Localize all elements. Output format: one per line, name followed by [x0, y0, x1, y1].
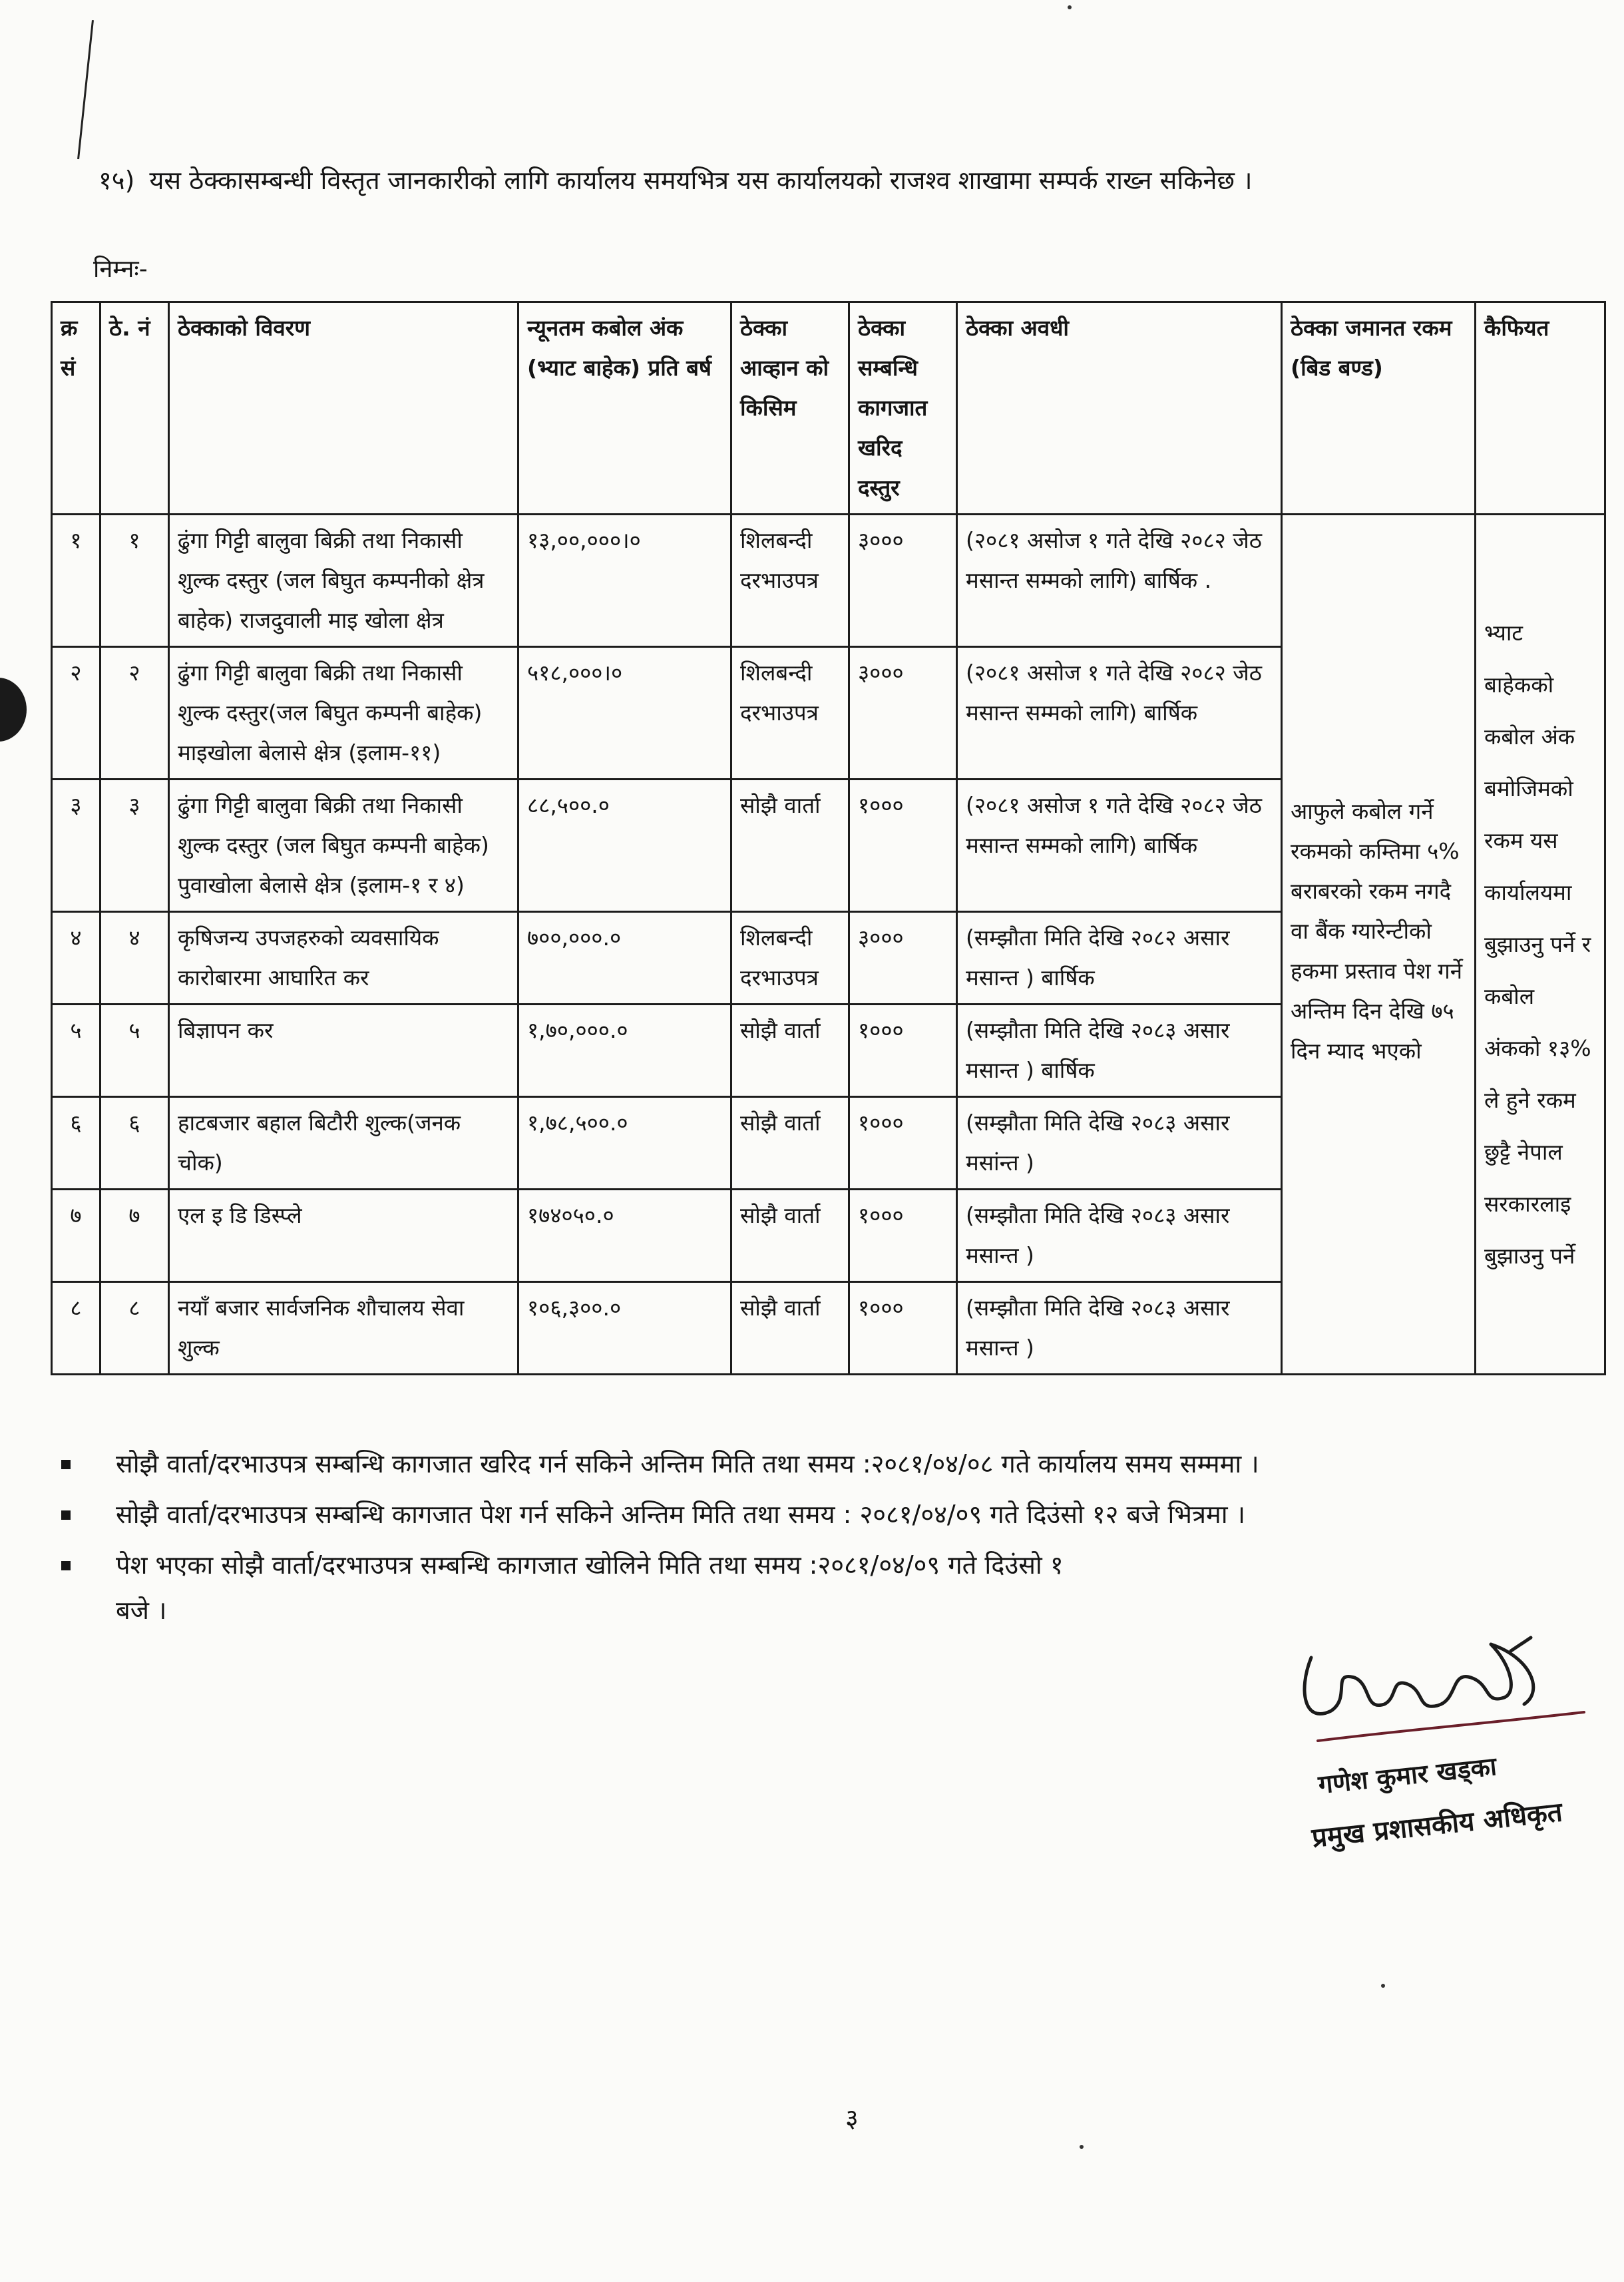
cell-contract-no: ६ [101, 1097, 169, 1190]
cell-invitation-type: शिलबन्दी दरभाउपत्र [731, 515, 849, 647]
cell-description: कृषिजन्य उपजहरुको व्यवसायिक कारोबारमा आघारित कर [169, 912, 518, 1005]
square-bullet-icon [61, 1510, 71, 1520]
header-bid-bond: ठेक्का जमानत रकम (बिड बण्ड) [1282, 302, 1476, 515]
cell-min-bid: १३,००,०००।० [518, 515, 731, 647]
cell-document-fee: ३००० [849, 912, 957, 1005]
cell-description: ढुंगा गिट्टी बालुवा बिक्री तथा निकासी शुल्क दस्तुर (जल बिघुत कम्पनीको क्षेत्र बाहेक) राजदुवाली माइ खोला क्षेत्र [169, 515, 518, 647]
table-row [52, 515, 1605, 647]
cell-duration: (सम्झौता मिति देखि २०८२ असार मसान्त ) बार्षिक [957, 912, 1282, 1005]
header-duration: ठेक्का अवधी [957, 302, 1282, 515]
square-bullet-icon [61, 1460, 71, 1469]
bullet-text: पेश भएका सोझै वार्ता/दरभाउपत्र सम्बन्धि कागजात खोलिने मिति तथा समय :२०८१/०४/०९ गते दिउंसो १ [116, 1550, 1064, 1580]
cell-contract-no: ७ [101, 1190, 169, 1282]
cell-min-bid: १,७०,०००.० [518, 1005, 731, 1097]
list-item [61, 1492, 1592, 1537]
cell-min-bid: ७००,०००.० [518, 912, 731, 1005]
cell-contract-no: ५ [101, 1005, 169, 1097]
cell-description: ढुंगा गिट्टी बालुवा बिक्री तथा निकासी शुल्क दस्तुर (जल बिघुत कम्पनी बाहेक) पुवाखोला बेलासे क्षेत्र (इलाम-१ र ४) [169, 780, 518, 912]
cell-contract-no: ४ [101, 912, 169, 1005]
cell-duration: (सम्झौता मिति देखि २०८३ असार मसान्त ) [957, 1282, 1282, 1375]
cell-description: एल इ डि डिस्प्ले [169, 1190, 518, 1282]
page-number: ३ [845, 2104, 859, 2133]
list-item [61, 1441, 1592, 1486]
bullet-text: सोझै वार्ता/दरभाउपत्र सम्बन्धि कागजात पेश गर्न सकिने अन्तिम मिति तथा समय : २०८१/०४/०९ गते दिउंसो १२ बजे भित्रमा । [116, 1500, 1246, 1529]
cell-document-fee: ३००० [849, 647, 957, 780]
cell-invitation-type: सोझै वार्ता [731, 780, 849, 912]
cell-bid-bond-merged [1282, 515, 1476, 1375]
list-item [61, 1542, 1592, 1633]
cell-serial: ८ [52, 1282, 101, 1375]
header-min-bid: न्यूनतम कबोल अंक (भ्याट बाहेक) प्रति बर्ष [518, 302, 731, 515]
cell-serial: ६ [52, 1097, 101, 1190]
header-description: ठेक्काको विवरण [169, 302, 518, 515]
header-invitation-type: ठेक्का आव्हान को किसिम [731, 302, 849, 515]
cell-contract-no: ३ [101, 780, 169, 912]
cell-invitation-type: सोझै वार्ता [731, 1190, 849, 1282]
cell-min-bid: १०६,३००.० [518, 1282, 731, 1375]
stray-dot [1080, 2145, 1084, 2149]
cell-serial: ७ [52, 1190, 101, 1282]
cell-serial: ५ [52, 1005, 101, 1097]
cell-serial: २ [52, 647, 101, 780]
margin-line [77, 20, 94, 159]
cell-contract-no: ८ [101, 1282, 169, 1375]
signatory-title: प्रमुख प्रशासकीय अधिकृत [1310, 1797, 1564, 1854]
cell-contract-no: १ [101, 515, 169, 647]
cell-invitation-type: शिलबन्दी दरभाउपत्र [731, 647, 849, 780]
cell-description: बिज्ञापन कर [169, 1005, 518, 1097]
cell-duration: (२०८१ असोज १ गते देखि २०८२ जेठ मसान्त सम्मको लागि) बार्षिक . [957, 515, 1282, 647]
cell-document-fee: १००० [849, 1282, 957, 1375]
cell-description: ढुंगा गिट्टी बालुवा बिक्री तथा निकासी शुल्क दस्तुर(जल बिघुत कम्पनी बाहेक) माइखोला बेलासे क्षेत्र (इलाम-११) [169, 647, 518, 780]
cell-serial: ३ [52, 780, 101, 912]
header-serial: क्र सं [52, 302, 101, 515]
cell-document-fee: १००० [849, 780, 957, 912]
cell-min-bid: ५१८,०००।० [518, 647, 731, 780]
paragraph-text: यस ठेक्कासम्बन्धी विस्तृत जानकारीको लागि कार्यालय समयभित्र यस कार्यालयको राजश्व शाखामा सम्पर्क राख्न सकिनेछ । [149, 166, 1253, 195]
cell-duration: (सम्झौता मिति देखि २०८३ असार मसान्त ) [957, 1190, 1282, 1282]
cell-document-fee: १००० [849, 1005, 957, 1097]
cell-duration: (२०८१ असोज १ गते देखि २०८२ जेठ मसान्त सम्मको लागि) बार्षिक [957, 647, 1282, 780]
cell-description: नयाँ बजार सार्वजनिक शौचालय सेवा शुल्क [169, 1282, 518, 1375]
bullet-text: सोझै वार्ता/दरभाउपत्र सम्बन्धि कागजात खरिद गर्न सकिने अन्तिम मिति तथा समय :२०८१/०४/०८ गते कार्यालय समय सम्ममा । [116, 1449, 1259, 1479]
handwritten-signature [1291, 1631, 1604, 1764]
cell-serial: १ [52, 515, 101, 647]
cell-invitation-type: सोझै वार्ता [731, 1097, 849, 1190]
cell-contract-no: २ [101, 647, 169, 780]
cell-invitation-type: सोझै वार्ता [731, 1005, 849, 1097]
paragraph-number: १५) [99, 166, 135, 195]
cell-remarks-merged [1476, 515, 1605, 1375]
paragraph-15 [99, 162, 1589, 199]
cell-invitation-type: शिलबन्दी दरभाउपत्र [731, 912, 849, 1005]
cell-document-fee: ३००० [849, 515, 957, 647]
signatory-name: गणेश कुमार खड्का [1317, 1751, 1498, 1799]
cell-description: हाटबजार बहाल बिटौरी शुल्क(जनक चोक) [169, 1097, 518, 1190]
bullet-text-continuation: बजे । [116, 1596, 167, 1625]
remarks-text: भ्याट बाहेकको कबोल अंक बमोजिमको रकम यस कार्यालयमा बुझाउनु पर्ने र कबोल अंकको १३% ले हुने रकम छुट्टै नेपाल सरकारलाइ बुझाउनु पर्ने [1484, 619, 1591, 1269]
header-contract-no: ठे. नं [101, 302, 169, 515]
square-bullet-icon [61, 1561, 71, 1570]
deadline-list [61, 1441, 1592, 1638]
header-remarks: कैफियत [1476, 302, 1605, 515]
cell-serial: ४ [52, 912, 101, 1005]
cell-min-bid: ८८,५००.० [518, 780, 731, 912]
cell-document-fee: १००० [849, 1190, 957, 1282]
stray-dot [1068, 5, 1072, 9]
cell-duration: (२०८१ असोज १ गते देखि २०८२ जेठ मसान्त सम्मको लागि) बार्षिक [957, 780, 1282, 912]
cell-duration: (सम्झौता मिति देखि २०८३ असार मसांन्त ) [957, 1097, 1282, 1190]
bid-bond-text: आफुले कबोल गर्ने रकमको कम्तिमा ५% बराबरको रकम नगदै वा बैंक ग्यारेन्टीको हकमा प्रस्ताव पेश गर्ने अन्तिम दिन देखि ७५ दिन म्याद भएको [1291, 798, 1463, 1064]
table-header-row [52, 302, 1605, 515]
cell-duration: (सम्झौता मिति देखि २०८३ असार मसान्त ) बार्षिक [957, 1005, 1282, 1097]
cell-document-fee: १००० [849, 1097, 957, 1190]
table-intro: निम्नः- [93, 256, 148, 283]
cell-min-bid: १७४०५०.० [518, 1190, 731, 1282]
stray-dot [1381, 1984, 1385, 1988]
cell-invitation-type: सोझै वार्ता [731, 1282, 849, 1375]
cell-min-bid: १,७८,५००.० [518, 1097, 731, 1190]
signature-block [1291, 1631, 1604, 1871]
punch-hole [0, 678, 27, 742]
header-document-fee: ठेक्का सम्बन्धि कागजात खरिद दस्तुर [849, 302, 957, 515]
tender-table [51, 301, 1606, 1375]
